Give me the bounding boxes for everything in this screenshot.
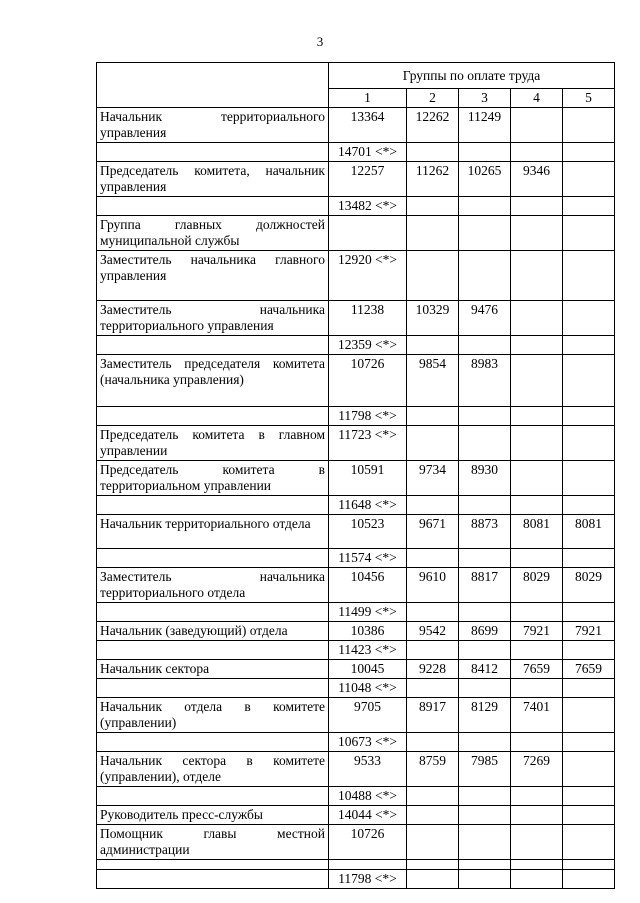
salary-value-group-4 — [511, 336, 563, 355]
salary-value-group-5 — [563, 407, 615, 426]
salary-value-group-4 — [511, 641, 563, 660]
salary-value-group-1: 11238 — [329, 301, 407, 336]
salary-value-group-2: 11262 — [407, 162, 459, 197]
salary-value-group-1: 12920 <*> — [329, 251, 407, 301]
salary-value-group-1 — [329, 860, 407, 870]
salary-value-group-3: 8983 — [459, 355, 511, 407]
salary-value-group-1: 9705 — [329, 698, 407, 733]
position-name-cell: Начальник отдела в комитете (управлении) — [97, 698, 329, 733]
salary-value-group-2 — [407, 549, 459, 568]
salary-value-group-3 — [459, 336, 511, 355]
salary-value-group-5 — [563, 336, 615, 355]
salary-value-group-2 — [407, 787, 459, 806]
salary-value-group-1: 11798 <*> — [329, 407, 407, 426]
salary-value-group-2: 9734 — [407, 461, 459, 496]
position-name-cell: Начальник (заведующий) отдела — [97, 622, 329, 641]
salary-value-group-5 — [563, 733, 615, 752]
position-name-cell — [97, 603, 329, 622]
salary-value-group-2 — [407, 641, 459, 660]
salary-value-group-2 — [407, 496, 459, 515]
position-name-cell: Начальник сектора в комитете (управлении), отделе — [97, 752, 329, 787]
salary-value-group-4 — [511, 806, 563, 825]
salary-value-group-1: 11648 <*> — [329, 496, 407, 515]
salary-value-group-5 — [563, 825, 615, 860]
position-column-header — [97, 63, 329, 108]
salary-value-group-1: 11574 <*> — [329, 549, 407, 568]
salary-value-group-2 — [407, 197, 459, 216]
salary-value-group-5 — [563, 870, 615, 889]
salary-value-group-1 — [329, 216, 407, 251]
salary-value-group-4 — [511, 407, 563, 426]
salary-value-group-2 — [407, 336, 459, 355]
salary-value-group-5: 8029 — [563, 568, 615, 603]
salary-value-group-1: 12257 — [329, 162, 407, 197]
salary-value-group-3 — [459, 251, 511, 301]
salary-value-group-5 — [563, 698, 615, 733]
salary-value-group-5 — [563, 461, 615, 496]
salary-value-group-1: 14044 <*> — [329, 806, 407, 825]
salary-value-group-2 — [407, 806, 459, 825]
position-name-cell: Заместитель начальника главного управления — [97, 251, 329, 301]
salary-value-group-4 — [511, 216, 563, 251]
salary-value-group-5: 7921 — [563, 622, 615, 641]
salary-value-group-2 — [407, 825, 459, 860]
table-row — [97, 461, 615, 496]
salary-value-group-3: 7985 — [459, 752, 511, 787]
salary-value-group-2 — [407, 426, 459, 461]
salary-value-group-3: 8699 — [459, 622, 511, 641]
salary-value-group-3 — [459, 197, 511, 216]
table-header-row — [97, 63, 615, 89]
salary-value-group-5: 7659 — [563, 660, 615, 679]
salary-value-group-3 — [459, 496, 511, 515]
salary-value-group-4 — [511, 301, 563, 336]
salary-value-group-4 — [511, 197, 563, 216]
salary-value-group-4 — [511, 870, 563, 889]
salary-value-group-5 — [563, 603, 615, 622]
salary-value-group-5 — [563, 197, 615, 216]
salary-value-group-3 — [459, 679, 511, 698]
salary-value-group-2 — [407, 733, 459, 752]
position-name-cell — [97, 870, 329, 889]
salary-value-group-2: 9610 — [407, 568, 459, 603]
salary-value-group-5: 8081 — [563, 515, 615, 549]
salary-value-group-2 — [407, 870, 459, 889]
salary-value-group-2: 10329 — [407, 301, 459, 336]
group-number-5: 5 — [563, 89, 615, 108]
salary-value-group-5 — [563, 806, 615, 825]
salary-value-group-3 — [459, 806, 511, 825]
salary-value-group-4: 7269 — [511, 752, 563, 787]
position-name-cell: Группа главных должностей муниципальной службы — [97, 216, 329, 251]
salary-value-group-4: 9346 — [511, 162, 563, 197]
salary-value-group-1: 10488 <*> — [329, 787, 407, 806]
table-row — [97, 549, 615, 568]
salary-value-group-5 — [563, 787, 615, 806]
position-name-cell: Председатель комитета, начальник управления — [97, 162, 329, 197]
salary-value-group-5 — [563, 496, 615, 515]
salary-value-group-3 — [459, 787, 511, 806]
table-row — [97, 787, 615, 806]
salary-value-group-4 — [511, 426, 563, 461]
salary-value-group-5 — [563, 216, 615, 251]
salary-value-group-1: 11723 <*> — [329, 426, 407, 461]
salary-value-group-5 — [563, 143, 615, 162]
group-number-2: 2 — [407, 89, 459, 108]
position-name-cell — [97, 679, 329, 698]
salary-value-group-2 — [407, 251, 459, 301]
salary-value-group-1: 9533 — [329, 752, 407, 787]
salary-value-group-3 — [459, 549, 511, 568]
table-row — [97, 860, 615, 870]
salary-value-group-4: 8081 — [511, 515, 563, 549]
table-row — [97, 216, 615, 251]
salary-value-group-3: 9476 — [459, 301, 511, 336]
table-row — [97, 162, 615, 197]
table-row — [97, 568, 615, 603]
salary-value-group-3 — [459, 870, 511, 889]
table-row — [97, 407, 615, 426]
table-row — [97, 679, 615, 698]
salary-value-group-4 — [511, 787, 563, 806]
salary-value-group-1: 13482 <*> — [329, 197, 407, 216]
salary-value-group-4: 7659 — [511, 660, 563, 679]
position-name-cell — [97, 336, 329, 355]
salary-value-group-3: 8129 — [459, 698, 511, 733]
salary-value-group-1: 11423 <*> — [329, 641, 407, 660]
table-row — [97, 108, 615, 143]
salary-value-group-2: 8917 — [407, 698, 459, 733]
position-name-cell: Начальник сектора — [97, 660, 329, 679]
table-row — [97, 251, 615, 301]
salary-value-group-3 — [459, 825, 511, 860]
salary-value-group-4 — [511, 733, 563, 752]
salary-value-group-4: 7401 — [511, 698, 563, 733]
table-row — [97, 752, 615, 787]
salary-value-group-5 — [563, 641, 615, 660]
table-row — [97, 426, 615, 461]
group-number-1: 1 — [329, 89, 407, 108]
position-name-cell: Заместитель председателя комитета (начальника управления) — [97, 355, 329, 407]
salary-value-group-5 — [563, 679, 615, 698]
salary-value-group-1: 10045 — [329, 660, 407, 679]
salary-value-group-3 — [459, 603, 511, 622]
table-row — [97, 515, 615, 549]
salary-value-group-1: 12359 <*> — [329, 336, 407, 355]
table-row — [97, 301, 615, 336]
table-row — [97, 143, 615, 162]
salary-value-group-4 — [511, 549, 563, 568]
salary-value-group-3: 11249 — [459, 108, 511, 143]
salary-value-group-1: 10386 — [329, 622, 407, 641]
group-header-cell: Группы по оплате труда — [329, 63, 615, 89]
table-body — [97, 108, 615, 889]
salary-value-group-1: 10523 — [329, 515, 407, 549]
salary-value-group-2: 9228 — [407, 660, 459, 679]
salary-value-group-5 — [563, 549, 615, 568]
salary-value-group-4 — [511, 603, 563, 622]
salary-value-group-3 — [459, 143, 511, 162]
salary-value-group-5 — [563, 251, 615, 301]
salary-value-group-3 — [459, 216, 511, 251]
salary-value-group-2 — [407, 603, 459, 622]
table-row — [97, 660, 615, 679]
salary-value-group-1: 11048 <*> — [329, 679, 407, 698]
salary-value-group-3: 8817 — [459, 568, 511, 603]
salary-value-group-1: 10726 — [329, 825, 407, 860]
position-name-cell — [97, 197, 329, 216]
salary-value-group-2: 12262 — [407, 108, 459, 143]
table-row — [97, 496, 615, 515]
salary-value-group-4 — [511, 355, 563, 407]
salary-value-group-2: 9854 — [407, 355, 459, 407]
salary-value-group-3: 8873 — [459, 515, 511, 549]
table-row — [97, 336, 615, 355]
table-row — [97, 641, 615, 660]
salary-value-group-4 — [511, 143, 563, 162]
position-name-cell: Руководитель пресс-службы — [97, 806, 329, 825]
position-name-cell: Начальник территориального управления — [97, 108, 329, 143]
salary-value-group-5 — [563, 355, 615, 407]
salary-value-group-3 — [459, 641, 511, 660]
salary-value-group-1: 10591 — [329, 461, 407, 496]
salary-value-group-3 — [459, 860, 511, 870]
page-number: 3 — [316, 34, 324, 49]
salary-value-group-4 — [511, 251, 563, 301]
salary-value-group-4 — [511, 108, 563, 143]
salary-value-group-1: 11499 <*> — [329, 603, 407, 622]
table-row — [97, 197, 615, 216]
salary-value-group-1: 10456 — [329, 568, 407, 603]
salary-value-group-2 — [407, 216, 459, 251]
salary-value-group-2: 9671 — [407, 515, 459, 549]
salary-value-group-5 — [563, 162, 615, 197]
salary-value-group-4: 8029 — [511, 568, 563, 603]
position-name-cell: Председатель комитета в главном управлении — [97, 426, 329, 461]
salary-value-group-3 — [459, 733, 511, 752]
salary-value-group-3: 8930 — [459, 461, 511, 496]
salary-value-group-5 — [563, 426, 615, 461]
salary-value-group-1: 10726 — [329, 355, 407, 407]
salary-value-group-5 — [563, 860, 615, 870]
salary-value-group-5 — [563, 301, 615, 336]
table-row — [97, 733, 615, 752]
salary-value-group-3: 10265 — [459, 162, 511, 197]
salary-value-group-4 — [511, 496, 563, 515]
table-row — [97, 355, 615, 407]
table-row — [97, 622, 615, 641]
group-number-3: 3 — [459, 89, 511, 108]
salary-value-group-4: 7921 — [511, 622, 563, 641]
salary-value-group-3 — [459, 426, 511, 461]
salary-value-group-3 — [459, 407, 511, 426]
salary-value-group-1: 14701 <*> — [329, 143, 407, 162]
table-row — [97, 603, 615, 622]
position-name-cell: Заместитель начальника территориального управления — [97, 301, 329, 336]
salary-value-group-4 — [511, 860, 563, 870]
salary-value-group-4 — [511, 679, 563, 698]
position-name-cell — [97, 549, 329, 568]
position-name-cell — [97, 787, 329, 806]
salary-value-group-2: 9542 — [407, 622, 459, 641]
salary-value-group-1: 11798 <*> — [329, 870, 407, 889]
position-name-cell — [97, 496, 329, 515]
salary-value-group-3: 8412 — [459, 660, 511, 679]
position-name-cell: Начальник территориального отдела — [97, 515, 329, 549]
salary-value-group-2 — [407, 143, 459, 162]
position-name-cell — [97, 860, 329, 870]
salary-value-group-2 — [407, 860, 459, 870]
group-number-4: 4 — [511, 89, 563, 108]
position-name-cell — [97, 407, 329, 426]
position-name-cell — [97, 143, 329, 162]
table-row — [97, 870, 615, 889]
salary-value-group-5 — [563, 752, 615, 787]
salary-value-group-5 — [563, 108, 615, 143]
position-name-cell — [97, 733, 329, 752]
table-row — [97, 806, 615, 825]
position-name-cell: Председатель комитета в территориальном управлении — [97, 461, 329, 496]
table-row — [97, 825, 615, 860]
salary-value-group-1: 13364 — [329, 108, 407, 143]
salary-groups-table — [96, 62, 615, 889]
salary-value-group-4 — [511, 825, 563, 860]
position-name-cell — [97, 641, 329, 660]
salary-value-group-1: 10673 <*> — [329, 733, 407, 752]
salary-value-group-2 — [407, 407, 459, 426]
salary-value-group-4 — [511, 461, 563, 496]
position-name-cell: Заместитель начальника территориального отдела — [97, 568, 329, 603]
salary-value-group-2 — [407, 679, 459, 698]
salary-value-group-2: 8759 — [407, 752, 459, 787]
table-row — [97, 698, 615, 733]
position-name-cell: Помощник главы местной администрации — [97, 825, 329, 860]
